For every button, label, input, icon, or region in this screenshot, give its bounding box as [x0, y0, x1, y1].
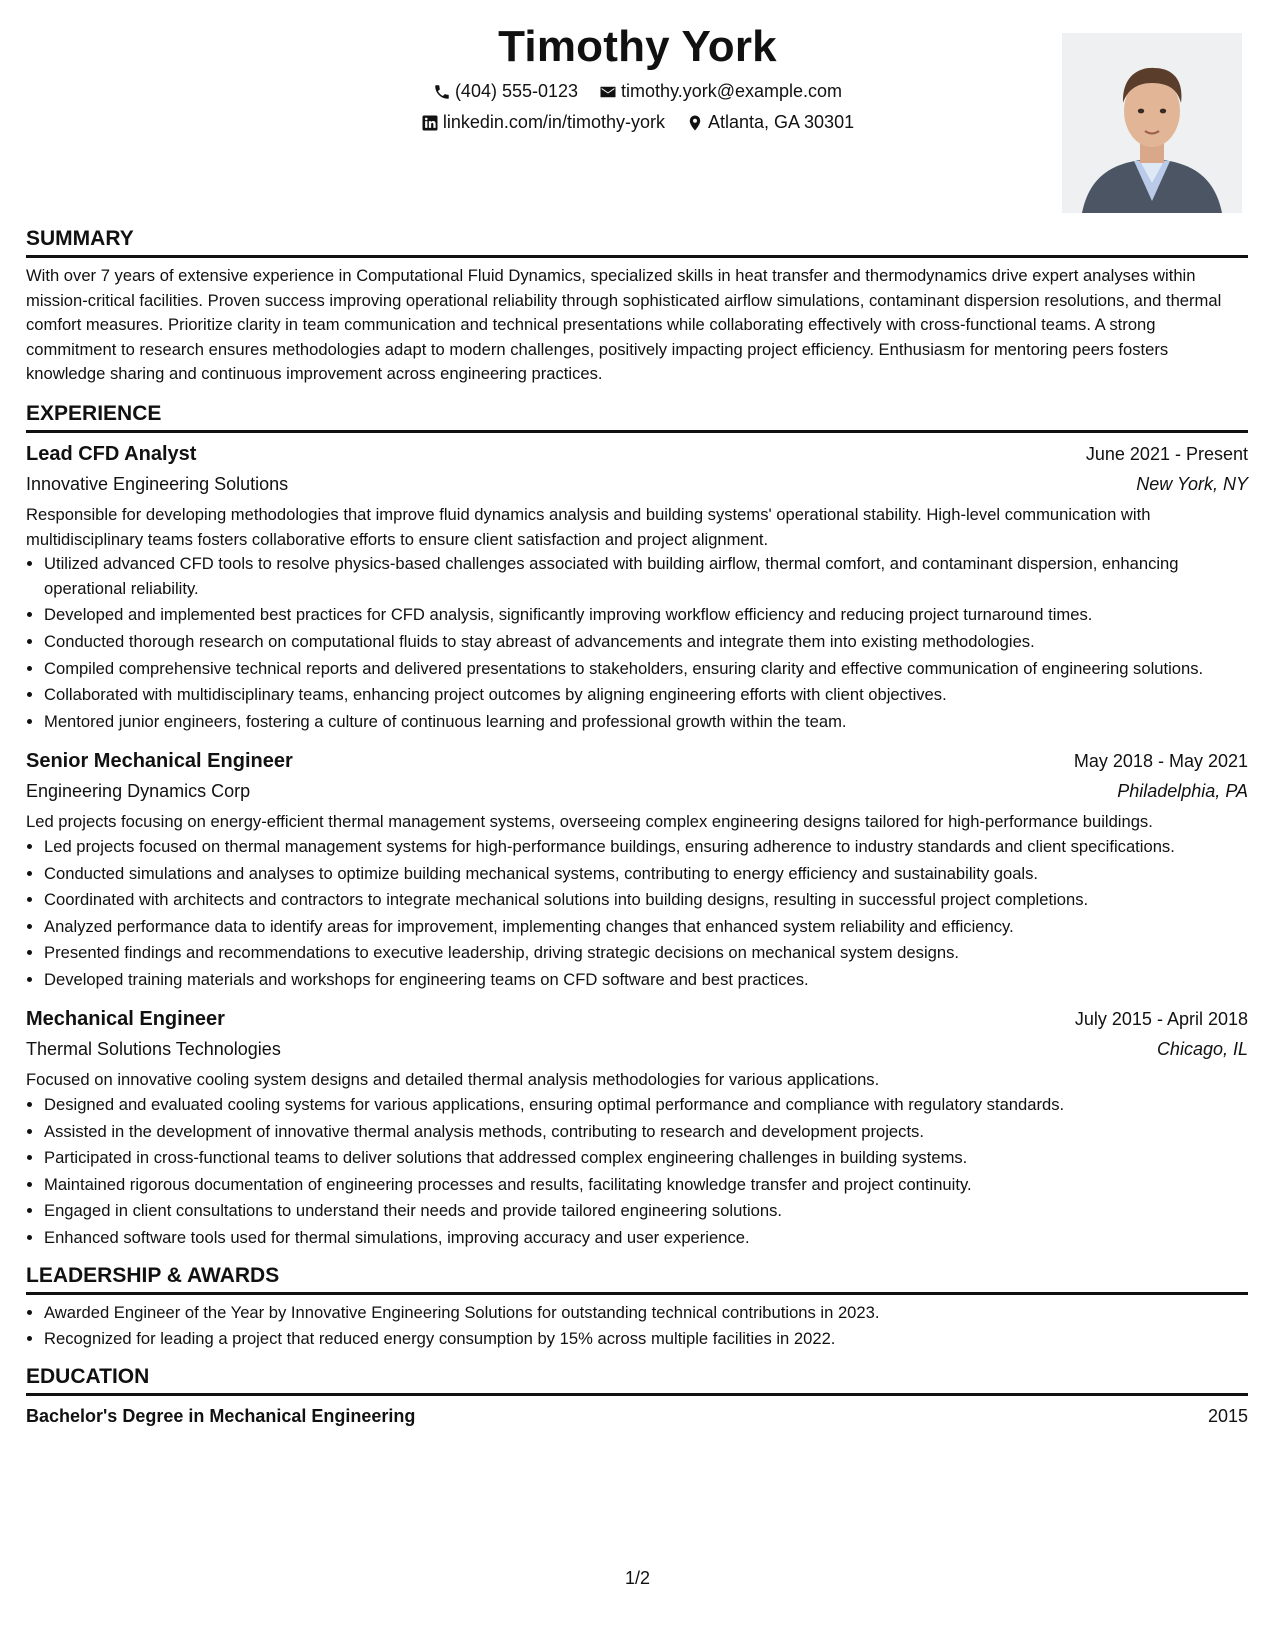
- bullet-item: • Presented findings and recommendations to executive leadership, driving strategic decisions on mechanical system designs.: [44, 941, 1248, 966]
- company-name: Thermal Solutions Technologies: [26, 1039, 281, 1060]
- company-name: Engineering Dynamics Corp: [26, 781, 251, 802]
- linkedin-text: linkedin.com/in/timothy-york: [442, 112, 665, 132]
- phone-text: (404) 555-0123: [454, 81, 579, 101]
- job-dates: June 2021 - Present: [1085, 443, 1248, 464]
- awards-heading: LEADERSHIP & AWARDS: [26, 1263, 1248, 1295]
- bullet-item: • Collaborated with multidisciplinary teams, enhancing project outcomes by aligning engineering efforts with client objectives.: [44, 683, 1248, 708]
- job-bullets: [26, 552, 1248, 734]
- job-location: New York, NY: [1136, 473, 1248, 494]
- email-text: timothy.york@example.com: [621, 81, 843, 101]
- bullet-item: • Analyzed performance data to identify areas for improvement, implementing changes that enhanced system reliability and efficiency.: [44, 915, 1248, 940]
- profile-photo: [1062, 33, 1242, 213]
- awards-list: [26, 1301, 1248, 1352]
- contact-linkedin[interactable]: [421, 112, 665, 133]
- resume-body: [26, 226, 1248, 1430]
- resume-header: [0, 0, 1275, 220]
- bullet-item: • Coordinated with architects and contractors to integrate mechanical solutions into building designs, resulting in successful project completions.: [44, 888, 1248, 913]
- education-section: [26, 1364, 1248, 1430]
- job-location: Philadelphia, PA: [1117, 781, 1248, 802]
- summary-text: With over 7 years of extensive experience in Computational Fluid Dynamics, specialized skills in heat transfer and thermodynamics drive expert analyses within mission-critical facilities. Proven success improving operational reliability through sophisticated airflow simulations, contaminant dispersion resolutions, and thermal comfort measures. Prioritize clarity in team communication and technical presentations while collaborating effectively with cross-functional teams. A strong commitment to research ensures methodologies adapt to modern challenges, positively impacting project efficiency. Enthusiasm for mentoring peers fosters knowledge sharing and continuous improvement across engineering practices.: [26, 266, 1222, 384]
- job-title: Lead CFD Analyst: [26, 442, 197, 465]
- contact-email[interactable]: [599, 81, 842, 102]
- job-description: Led projects focusing on energy-efficient thermal management systems, overseeing complex engineering designs tailored for high-performance buildings.: [26, 812, 1153, 832]
- bullet-item: • Engaged in client consultations to understand their needs and provide tailored engineering solutions.: [44, 1199, 1248, 1224]
- job-entry: [26, 439, 1248, 734]
- job-description: Focused on innovative cooling system designs and detailed thermal analysis methodologies for various applications.: [26, 1070, 880, 1090]
- portrait-icon: [1062, 33, 1242, 213]
- linkedin-icon: [421, 114, 439, 132]
- page-number: 1/2: [624, 1568, 651, 1588]
- location-text: Atlanta, GA 30301: [707, 112, 855, 132]
- bullet-item: • Mentored junior engineers, fostering a culture of continuous learning and professional growth within the team.: [44, 710, 1248, 735]
- graduation-year: 2015: [1207, 1405, 1248, 1426]
- bullet-item: • Developed and implemented best practices for CFD analysis, significantly improving workflow efficiency and reducing project turnaround times.: [44, 603, 1248, 628]
- job-location: Chicago, IL: [1156, 1039, 1248, 1060]
- contact-phone[interactable]: [433, 81, 578, 102]
- bullet-item: • Designed and evaluated cooling systems for various applications, ensuring optimal performance and compliance with regulatory standards.: [44, 1093, 1248, 1118]
- bullet-item: • Assisted in the development of innovative thermal analysis methods, contributing to research and development projects.: [44, 1120, 1248, 1145]
- summary-section: [26, 226, 1248, 387]
- phone-icon: [433, 83, 451, 101]
- bullet-item: • Conducted simulations and analyses to optimize building mechanical systems, contributing to energy efficiency and sustainability goals.: [44, 862, 1248, 887]
- education-entry: [26, 1402, 1248, 1430]
- degree-name: Bachelor's Degree in Mechanical Engineering: [26, 1405, 416, 1426]
- bullet-item: • Developed training materials and workshops for engineering teams on CFD software and best practices.: [44, 968, 1248, 993]
- bullet-item: • Participated in cross-functional teams to deliver solutions that addressed complex engineering challenges in building systems.: [44, 1146, 1248, 1171]
- education-heading: EDUCATION: [26, 1364, 1248, 1396]
- award-item: • Recognized for leading a project that reduced energy consumption by 15% across multiple facilities in 2022.: [44, 1327, 1248, 1352]
- summary-heading: SUMMARY: [26, 226, 1248, 258]
- map-pin-icon: [686, 114, 704, 132]
- experience-heading: EXPERIENCE: [26, 401, 1248, 433]
- bullet-item: • Maintained rigorous documentation of engineering processes and results, facilitating knowledge transfer and project continuity.: [44, 1173, 1248, 1198]
- bullet-item: • Conducted thorough research on computational fluids to stay abreast of advancements and integrate them into existing methodologies.: [44, 630, 1248, 655]
- job-entry: [26, 746, 1248, 992]
- bullet-item: • Enhanced software tools used for thermal simulations, improving accuracy and user experience.: [44, 1226, 1248, 1251]
- contact-location: [686, 112, 854, 133]
- bullet-item: • Utilized advanced CFD tools to resolve physics-based challenges associated with building airflow, thermal comfort, and contaminant dispersion, enhancing operational reliability.: [44, 552, 1248, 601]
- job-title: Senior Mechanical Engineer: [26, 750, 293, 773]
- award-item: • Awarded Engineer of the Year by Innovative Engineering Solutions for outstanding technical contributions in 2023.: [44, 1301, 1248, 1326]
- awards-section: [26, 1263, 1248, 1352]
- job-description: Responsible for developing methodologies that improve fluid dynamics analysis and building systems' operational stability. High-level communication with multidisciplinary teams fosters collaborative efforts to ensure client satisfaction and project alignment.: [26, 504, 1151, 549]
- job-entry: [26, 1004, 1248, 1250]
- experience-section: [26, 401, 1248, 1251]
- job-dates: May 2018 - May 2021: [1073, 751, 1248, 772]
- job-bullets: [26, 835, 1248, 993]
- company-name: Innovative Engineering Solutions: [26, 473, 289, 494]
- envelope-icon: [599, 83, 617, 101]
- job-dates: July 2015 - April 2018: [1074, 1009, 1248, 1030]
- job-title: Mechanical Engineer: [26, 1008, 225, 1031]
- bullet-item: • Compiled comprehensive technical reports and delivered presentations to stakeholders, ensuring clarity and effective communication of engineering solutions.: [44, 657, 1248, 682]
- job-bullets: [26, 1093, 1248, 1251]
- candidate-name: Timothy York: [498, 22, 777, 71]
- bullet-item: • Led projects focused on thermal management systems for high-performance buildings, ensuring adherence to industry standards and client specifications.: [44, 835, 1248, 860]
